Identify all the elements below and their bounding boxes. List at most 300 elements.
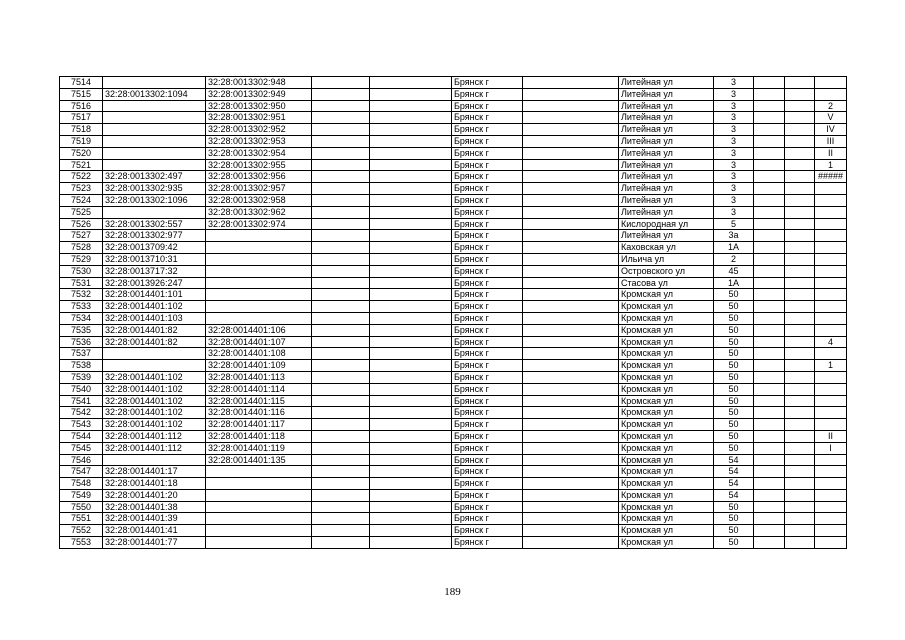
blank-cell bbox=[312, 301, 370, 313]
table-row bbox=[60, 430, 847, 442]
blank-cell bbox=[785, 183, 815, 195]
table-row bbox=[60, 478, 847, 490]
blank-cell bbox=[312, 77, 370, 89]
cadastral-number-2-cell: 32:28:0013302:962 bbox=[206, 206, 312, 218]
row-number-cell: 7526 bbox=[60, 218, 103, 230]
city-cell: Брянск г bbox=[452, 147, 523, 159]
blank-cell bbox=[370, 478, 452, 490]
blank-cell bbox=[312, 112, 370, 124]
blank-cell bbox=[785, 360, 815, 372]
city-cell: Брянск г bbox=[452, 159, 523, 171]
blank-cell bbox=[754, 100, 785, 112]
house-number-cell: 3 bbox=[714, 135, 754, 147]
row-number-cell: 7543 bbox=[60, 419, 103, 431]
blank-cell bbox=[785, 159, 815, 171]
blank-cell bbox=[523, 395, 619, 407]
page-number: 189 bbox=[444, 586, 461, 598]
house-number-cell: 54 bbox=[714, 478, 754, 490]
blank-cell bbox=[754, 383, 785, 395]
cadastral-number-2-cell: 32:28:0014401:107 bbox=[206, 336, 312, 348]
blank-cell bbox=[785, 277, 815, 289]
street-cell: Кромская ул bbox=[619, 489, 714, 501]
table-row bbox=[60, 348, 847, 360]
city-cell: Брянск г bbox=[452, 171, 523, 183]
blank-cell bbox=[370, 194, 452, 206]
blank-cell bbox=[523, 301, 619, 313]
cadastral-number-cell bbox=[103, 454, 206, 466]
cadastral-number-2-cell: 32:28:0014401:118 bbox=[206, 430, 312, 442]
table-row bbox=[60, 253, 847, 265]
house-number-cell: 3 bbox=[714, 112, 754, 124]
blank-cell bbox=[370, 265, 452, 277]
blank-cell bbox=[754, 312, 785, 324]
row-number-cell: 7535 bbox=[60, 324, 103, 336]
blank-cell bbox=[754, 289, 785, 301]
blank-cell bbox=[312, 277, 370, 289]
row-number-cell: 7549 bbox=[60, 489, 103, 501]
cadastral-number-2-cell bbox=[206, 277, 312, 289]
blank-cell bbox=[523, 466, 619, 478]
row-number-cell: 7519 bbox=[60, 135, 103, 147]
city-cell: Брянск г bbox=[452, 230, 523, 242]
cadastral-number-cell: 32:28:0013302:557 bbox=[103, 218, 206, 230]
blank-cell bbox=[312, 395, 370, 407]
cadastral-number-cell: 32:28:0013302:935 bbox=[103, 183, 206, 195]
cadastral-number-cell bbox=[103, 135, 206, 147]
house-number-cell: 50 bbox=[714, 419, 754, 431]
table-row bbox=[60, 395, 847, 407]
blank-cell bbox=[370, 360, 452, 372]
city-cell: Брянск г bbox=[452, 442, 523, 454]
blank-cell bbox=[370, 430, 452, 442]
city-cell: Брянск г bbox=[452, 100, 523, 112]
house-number-cell: 3 bbox=[714, 159, 754, 171]
row-number-cell: 7518 bbox=[60, 124, 103, 136]
cadastral-number-2-cell bbox=[206, 525, 312, 537]
blank-cell bbox=[785, 171, 815, 183]
blank-cell bbox=[785, 525, 815, 537]
cadastral-number-2-cell: 32:28:0014401:108 bbox=[206, 348, 312, 360]
blank-cell bbox=[312, 324, 370, 336]
blank-cell bbox=[785, 430, 815, 442]
blank-cell bbox=[523, 218, 619, 230]
blank-cell bbox=[785, 301, 815, 313]
blank-cell bbox=[312, 253, 370, 265]
blank-cell bbox=[785, 395, 815, 407]
blank-cell bbox=[754, 336, 785, 348]
table-row bbox=[60, 360, 847, 372]
city-cell: Брянск г bbox=[452, 513, 523, 525]
blank-cell bbox=[754, 348, 785, 360]
blank-cell bbox=[370, 395, 452, 407]
house-number-cell: 3а bbox=[714, 230, 754, 242]
blank-cell bbox=[370, 371, 452, 383]
blank-cell bbox=[785, 336, 815, 348]
house-number-cell: 50 bbox=[714, 442, 754, 454]
cadastral-number-cell: 32:28:0014401:82 bbox=[103, 324, 206, 336]
cadastral-number-2-cell: 32:28:0013302:954 bbox=[206, 147, 312, 159]
blank-cell bbox=[370, 230, 452, 242]
city-cell: Брянск г bbox=[452, 537, 523, 549]
blank-cell bbox=[312, 371, 370, 383]
street-cell: Литейная ул bbox=[619, 77, 714, 89]
blank-cell bbox=[754, 360, 785, 372]
cadastral-number-2-cell: 32:28:0014401:115 bbox=[206, 395, 312, 407]
street-cell: Кислородная ул bbox=[619, 218, 714, 230]
note-cell bbox=[815, 419, 847, 431]
row-number-cell: 7524 bbox=[60, 194, 103, 206]
house-number-cell: 50 bbox=[714, 324, 754, 336]
house-number-cell: 50 bbox=[714, 501, 754, 513]
blank-cell bbox=[370, 336, 452, 348]
cadastral-number-cell: 32:28:0013302:1096 bbox=[103, 194, 206, 206]
blank-cell bbox=[312, 407, 370, 419]
cadastral-number-cell: 32:28:0014401:38 bbox=[103, 501, 206, 513]
house-number-cell: 2 bbox=[714, 253, 754, 265]
city-cell: Брянск г bbox=[452, 478, 523, 490]
blank-cell bbox=[523, 159, 619, 171]
blank-cell bbox=[785, 537, 815, 549]
blank-cell bbox=[370, 501, 452, 513]
blank-cell bbox=[785, 407, 815, 419]
table-row bbox=[60, 147, 847, 159]
table-row bbox=[60, 336, 847, 348]
city-cell: Брянск г bbox=[452, 277, 523, 289]
row-number-cell: 7551 bbox=[60, 513, 103, 525]
cadastral-number-cell: 32:28:0014401:102 bbox=[103, 371, 206, 383]
note-cell bbox=[815, 88, 847, 100]
blank-cell bbox=[370, 242, 452, 254]
city-cell: Брянск г bbox=[452, 135, 523, 147]
blank-cell bbox=[785, 242, 815, 254]
cadastral-number-cell bbox=[103, 360, 206, 372]
blank-cell bbox=[754, 537, 785, 549]
city-cell: Брянск г bbox=[452, 395, 523, 407]
blank-cell bbox=[523, 324, 619, 336]
street-cell: Литейная ул bbox=[619, 206, 714, 218]
cadastral-number-2-cell: 32:28:0014401:135 bbox=[206, 454, 312, 466]
cadastral-number-2-cell: 32:28:0013302:957 bbox=[206, 183, 312, 195]
street-cell: Кромская ул bbox=[619, 407, 714, 419]
blank-cell bbox=[523, 147, 619, 159]
blank-cell bbox=[370, 135, 452, 147]
cadastral-number-2-cell bbox=[206, 501, 312, 513]
city-cell: Брянск г bbox=[452, 324, 523, 336]
blank-cell bbox=[370, 147, 452, 159]
blank-cell bbox=[754, 253, 785, 265]
blank-cell bbox=[370, 183, 452, 195]
blank-cell bbox=[523, 100, 619, 112]
blank-cell bbox=[754, 183, 785, 195]
blank-cell bbox=[785, 88, 815, 100]
street-cell: Кромская ул bbox=[619, 454, 714, 466]
street-cell: Кромская ул bbox=[619, 442, 714, 454]
blank-cell bbox=[370, 383, 452, 395]
row-number-cell: 7552 bbox=[60, 525, 103, 537]
house-number-cell: 50 bbox=[714, 525, 754, 537]
street-cell: Кромская ул bbox=[619, 383, 714, 395]
blank-cell bbox=[523, 206, 619, 218]
street-cell: Кромская ул bbox=[619, 348, 714, 360]
street-cell: Кромская ул bbox=[619, 312, 714, 324]
blank-cell bbox=[370, 407, 452, 419]
street-cell: Кромская ул bbox=[619, 430, 714, 442]
row-number-cell: 7539 bbox=[60, 371, 103, 383]
cadastral-number-cell bbox=[103, 159, 206, 171]
blank-cell bbox=[754, 206, 785, 218]
table-row bbox=[60, 218, 847, 230]
row-number-cell: 7545 bbox=[60, 442, 103, 454]
blank-cell bbox=[312, 289, 370, 301]
blank-cell bbox=[370, 454, 452, 466]
street-cell: Ильича ул bbox=[619, 253, 714, 265]
table-row bbox=[60, 312, 847, 324]
house-number-cell: 50 bbox=[714, 407, 754, 419]
blank-cell bbox=[312, 513, 370, 525]
house-number-cell: 50 bbox=[714, 336, 754, 348]
blank-cell bbox=[370, 289, 452, 301]
city-cell: Брянск г bbox=[452, 289, 523, 301]
row-number-cell: 7530 bbox=[60, 265, 103, 277]
note-cell bbox=[815, 513, 847, 525]
blank-cell bbox=[754, 135, 785, 147]
table-row bbox=[60, 324, 847, 336]
street-cell: Кромская ул bbox=[619, 324, 714, 336]
house-number-cell: 3 bbox=[714, 124, 754, 136]
blank-cell bbox=[785, 478, 815, 490]
row-number-cell: 7547 bbox=[60, 466, 103, 478]
cadastral-number-2-cell: 32:28:0013302:952 bbox=[206, 124, 312, 136]
street-cell: Литейная ул bbox=[619, 88, 714, 100]
blank-cell bbox=[754, 395, 785, 407]
blank-cell bbox=[312, 159, 370, 171]
cadastral-number-2-cell bbox=[206, 312, 312, 324]
blank-cell bbox=[370, 301, 452, 313]
city-cell: Брянск г bbox=[452, 124, 523, 136]
blank-cell bbox=[785, 324, 815, 336]
table-row bbox=[60, 265, 847, 277]
row-number-cell: 7534 bbox=[60, 312, 103, 324]
cadastral-number-2-cell bbox=[206, 242, 312, 254]
street-cell: Литейная ул bbox=[619, 194, 714, 206]
blank-cell bbox=[370, 77, 452, 89]
row-number-cell: 7546 bbox=[60, 454, 103, 466]
street-cell: Кромская ул bbox=[619, 501, 714, 513]
city-cell: Брянск г bbox=[452, 218, 523, 230]
note-cell: I bbox=[815, 442, 847, 454]
cadastral-number-cell: 32:28:0014401:18 bbox=[103, 478, 206, 490]
blank-cell bbox=[785, 218, 815, 230]
table-row bbox=[60, 371, 847, 383]
row-number-cell: 7521 bbox=[60, 159, 103, 171]
cadastral-number-2-cell bbox=[206, 253, 312, 265]
blank-cell bbox=[754, 419, 785, 431]
blank-cell bbox=[523, 371, 619, 383]
cadastral-number-cell: 32:28:0014401:77 bbox=[103, 537, 206, 549]
blank-cell bbox=[312, 230, 370, 242]
blank-cell bbox=[754, 430, 785, 442]
street-cell: Литейная ул bbox=[619, 230, 714, 242]
blank-cell bbox=[754, 218, 785, 230]
table-row bbox=[60, 489, 847, 501]
cadastral-number-cell: 32:28:0013710:31 bbox=[103, 253, 206, 265]
blank-cell bbox=[523, 265, 619, 277]
blank-cell bbox=[312, 419, 370, 431]
blank-cell bbox=[312, 147, 370, 159]
note-cell bbox=[815, 77, 847, 89]
blank-cell bbox=[312, 454, 370, 466]
cadastral-number-cell: 32:28:0013926:247 bbox=[103, 277, 206, 289]
cadastral-number-cell: 32:28:0014401:102 bbox=[103, 383, 206, 395]
cadastral-number-cell: 32:28:0013302:1094 bbox=[103, 88, 206, 100]
note-cell bbox=[815, 525, 847, 537]
table-row bbox=[60, 525, 847, 537]
table-row bbox=[60, 301, 847, 313]
cadastral-number-2-cell bbox=[206, 289, 312, 301]
note-cell bbox=[815, 407, 847, 419]
cadastral-number-cell: 32:28:0014401:17 bbox=[103, 466, 206, 478]
city-cell: Брянск г bbox=[452, 430, 523, 442]
blank-cell bbox=[754, 147, 785, 159]
blank-cell bbox=[523, 513, 619, 525]
blank-cell bbox=[312, 501, 370, 513]
blank-cell bbox=[523, 454, 619, 466]
blank-cell bbox=[370, 466, 452, 478]
blank-cell bbox=[785, 454, 815, 466]
blank-cell bbox=[785, 513, 815, 525]
blank-cell bbox=[754, 194, 785, 206]
blank-cell bbox=[754, 525, 785, 537]
city-cell: Брянск г bbox=[452, 466, 523, 478]
blank-cell bbox=[785, 419, 815, 431]
blank-cell bbox=[370, 206, 452, 218]
cadastral-number-2-cell bbox=[206, 537, 312, 549]
blank-cell bbox=[523, 478, 619, 490]
cadastral-number-cell: 32:28:0013709:42 bbox=[103, 242, 206, 254]
cadastral-number-cell: 32:28:0013302:497 bbox=[103, 171, 206, 183]
blank-cell bbox=[370, 419, 452, 431]
cadastral-number-2-cell: 32:28:0013302:948 bbox=[206, 77, 312, 89]
blank-cell bbox=[312, 348, 370, 360]
note-cell bbox=[815, 489, 847, 501]
street-cell: Кромская ул bbox=[619, 478, 714, 490]
street-cell: Литейная ул bbox=[619, 171, 714, 183]
house-number-cell: 5 bbox=[714, 218, 754, 230]
blank-cell bbox=[370, 112, 452, 124]
blank-cell bbox=[754, 277, 785, 289]
cadastral-number-cell: 32:28:0014401:39 bbox=[103, 513, 206, 525]
blank-cell bbox=[312, 88, 370, 100]
street-cell: Литейная ул bbox=[619, 159, 714, 171]
blank-cell bbox=[754, 454, 785, 466]
blank-cell bbox=[370, 348, 452, 360]
house-number-cell: 1А bbox=[714, 242, 754, 254]
cadastral-number-2-cell: 32:28:0014401:116 bbox=[206, 407, 312, 419]
city-cell: Брянск г bbox=[452, 489, 523, 501]
blank-cell bbox=[523, 537, 619, 549]
blank-cell bbox=[754, 242, 785, 254]
city-cell: Брянск г bbox=[452, 383, 523, 395]
note-cell bbox=[815, 289, 847, 301]
note-cell bbox=[815, 242, 847, 254]
house-number-cell: 50 bbox=[714, 395, 754, 407]
street-cell: Кромская ул bbox=[619, 371, 714, 383]
table-row bbox=[60, 289, 847, 301]
blank-cell bbox=[523, 88, 619, 100]
blank-cell bbox=[754, 442, 785, 454]
blank-cell bbox=[312, 336, 370, 348]
note-cell: ##### bbox=[815, 171, 847, 183]
house-number-cell: 50 bbox=[714, 289, 754, 301]
house-number-cell: 50 bbox=[714, 348, 754, 360]
cadastral-number-cell bbox=[103, 206, 206, 218]
cadastral-number-cell bbox=[103, 112, 206, 124]
blank-cell bbox=[523, 289, 619, 301]
blank-cell bbox=[785, 489, 815, 501]
blank-cell bbox=[523, 135, 619, 147]
blank-cell bbox=[785, 253, 815, 265]
cadastral-number-2-cell: 32:28:0014401:106 bbox=[206, 324, 312, 336]
cadastral-number-2-cell bbox=[206, 478, 312, 490]
row-number-cell: 7516 bbox=[60, 100, 103, 112]
house-number-cell: 50 bbox=[714, 312, 754, 324]
note-cell bbox=[815, 301, 847, 313]
blank-cell bbox=[523, 501, 619, 513]
blank-cell bbox=[785, 442, 815, 454]
blank-cell bbox=[754, 265, 785, 277]
cadastral-number-cell: 32:28:0014401:112 bbox=[103, 442, 206, 454]
note-cell: IV bbox=[815, 124, 847, 136]
city-cell: Брянск г bbox=[452, 183, 523, 195]
blank-cell bbox=[523, 430, 619, 442]
table-row bbox=[60, 159, 847, 171]
blank-cell bbox=[370, 253, 452, 265]
note-cell: 1 bbox=[815, 360, 847, 372]
blank-cell bbox=[754, 466, 785, 478]
house-number-cell: 3 bbox=[714, 183, 754, 195]
note-cell bbox=[815, 466, 847, 478]
cadastral-number-2-cell: 32:28:0013302:956 bbox=[206, 171, 312, 183]
city-cell: Брянск г bbox=[452, 336, 523, 348]
table-row bbox=[60, 277, 847, 289]
blank-cell bbox=[312, 489, 370, 501]
blank-cell bbox=[523, 442, 619, 454]
cadastral-number-2-cell: 32:28:0013302:955 bbox=[206, 159, 312, 171]
register-table bbox=[59, 76, 847, 549]
blank-cell bbox=[785, 112, 815, 124]
blank-cell bbox=[370, 324, 452, 336]
street-cell: Литейная ул bbox=[619, 147, 714, 159]
blank-cell bbox=[523, 77, 619, 89]
row-number-cell: 7515 bbox=[60, 88, 103, 100]
street-cell: Литейная ул bbox=[619, 124, 714, 136]
cadastral-number-cell: 32:28:0013302:977 bbox=[103, 230, 206, 242]
cadastral-number-2-cell bbox=[206, 489, 312, 501]
row-number-cell: 7537 bbox=[60, 348, 103, 360]
city-cell: Брянск г bbox=[452, 206, 523, 218]
cadastral-number-cell: 32:28:0014401:102 bbox=[103, 395, 206, 407]
blank-cell bbox=[312, 242, 370, 254]
cadastral-number-cell: 32:28:0014401:41 bbox=[103, 525, 206, 537]
cadastral-number-2-cell: 32:28:0013302:950 bbox=[206, 100, 312, 112]
cadastral-number-2-cell: 32:28:0013302:949 bbox=[206, 88, 312, 100]
cadastral-number-2-cell: 32:28:0013302:951 bbox=[206, 112, 312, 124]
city-cell: Брянск г bbox=[452, 371, 523, 383]
blank-cell bbox=[370, 159, 452, 171]
blank-cell bbox=[370, 100, 452, 112]
street-cell: Кромская ул bbox=[619, 513, 714, 525]
cadastral-number-2-cell: 32:28:0014401:119 bbox=[206, 442, 312, 454]
